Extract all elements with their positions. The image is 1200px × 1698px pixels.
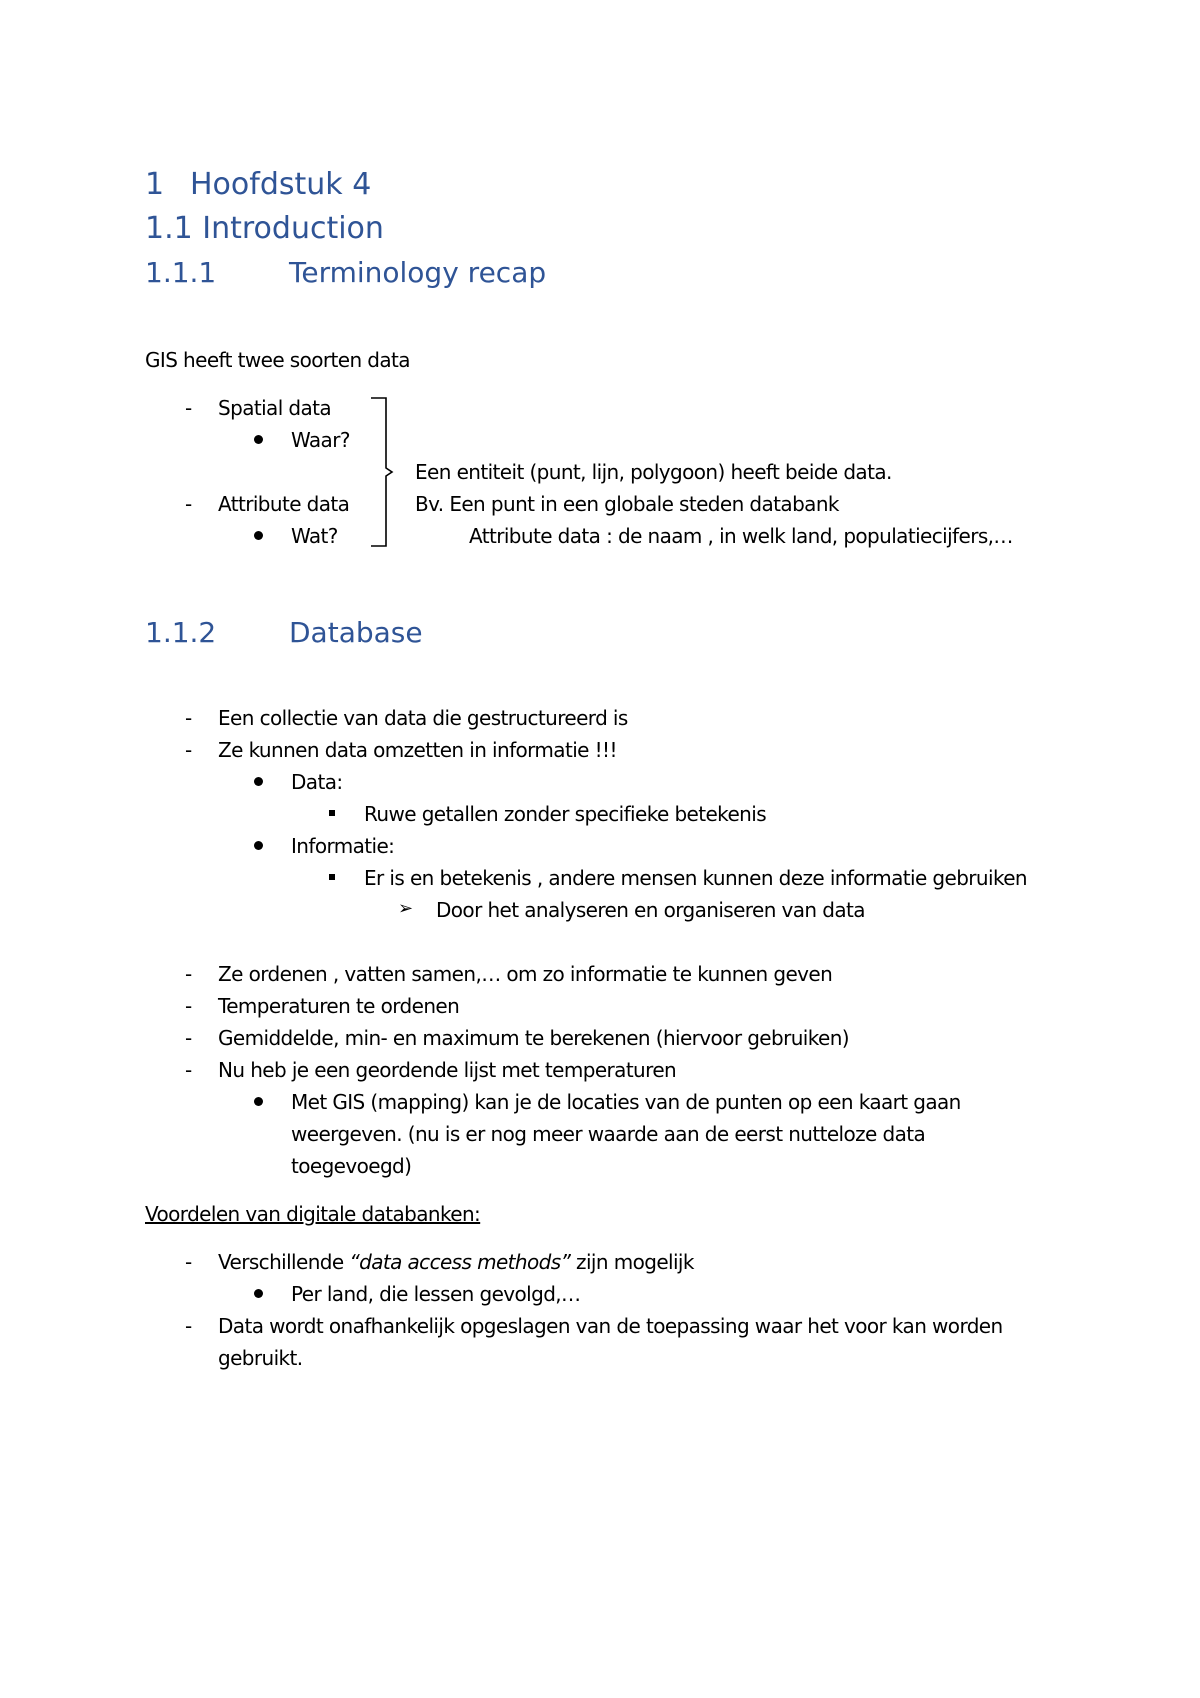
database-item: Nu heb je een geordende lijst met temperaturen: [218, 1058, 677, 1082]
advantage-item-2-line-2: gebruikt.: [218, 1346, 303, 1370]
heading-3a-title: Terminology recap: [289, 256, 547, 289]
right-brace-icon: [370, 396, 394, 548]
attribute-data-label: Attribute data: [218, 492, 350, 516]
data-description: Ruwe getallen zonder specifieke betekenis: [364, 802, 767, 826]
terminology-intro: GIS heeft twee soorten data: [145, 348, 410, 372]
heading-3b-title: Database: [289, 616, 423, 649]
heading-1-title: Hoofdstuk 4: [190, 167, 372, 202]
bullet-dot-icon: [254, 531, 263, 540]
advantage-item-1-post: zijn mogelijk: [570, 1250, 694, 1274]
heading-2-title: 1.1 Introduction: [145, 211, 384, 246]
database-item: Ze kunnen data omzetten in informatie !!!: [218, 738, 617, 762]
heading-3b-number: 1.1.2: [145, 616, 217, 649]
dash-marker: -: [185, 706, 193, 730]
note-attribute: Attribute data : de naam , in welk land, populatiecijfers,…: [469, 524, 1013, 548]
bullet-dot-icon: [254, 777, 263, 786]
gis-line: toegevoegd): [291, 1154, 412, 1178]
information-arrow-text: Door het analyseren en organiseren van data: [436, 898, 865, 922]
spatial-sub: Waar?: [291, 428, 350, 452]
advantage-item-2-line-1: Data wordt onafhankelijk opgeslagen van de toepassing waar het voor kan worden: [218, 1314, 1003, 1338]
note-example: Bv. Een punt in een globale steden databank: [415, 492, 839, 516]
database-item: Gemiddelde, min- en maximum te berekenen (hiervoor gebruiken): [218, 1026, 849, 1050]
information-label: Informatie:: [291, 834, 395, 858]
bullet-dot-icon: [254, 1289, 263, 1298]
spatial-data-label: Spatial data: [218, 396, 332, 420]
arrow-bullet-icon: ➢: [398, 898, 414, 919]
database-item: Een collectie van data die gestructureerd is: [218, 706, 628, 730]
gis-line: Met GIS (mapping) kan je de locaties van de punten op een kaart gaan: [291, 1090, 961, 1114]
heading-1-number: 1: [145, 167, 165, 202]
advantage-item-1-sub: Per land, die lessen gevolgd,…: [291, 1282, 581, 1306]
dash-marker: -: [185, 1058, 193, 1082]
database-item: Temperaturen te ordenen: [218, 994, 460, 1018]
advantage-item-1-pre: Verschillende: [218, 1250, 350, 1274]
bullet-square-icon: [329, 874, 335, 880]
bullet-dot-icon: [254, 1097, 263, 1106]
dash-marker: -: [185, 1250, 193, 1274]
advantage-item-1: [218, 1249, 694, 1275]
dash-marker: -: [185, 492, 193, 516]
dash-marker: -: [185, 962, 193, 986]
heading-3a-number: 1.1.1: [145, 256, 217, 289]
advantage-item-1-italic: “data access methods”: [349, 1250, 571, 1274]
dash-marker: -: [185, 738, 193, 762]
data-label: Data:: [291, 770, 343, 794]
dash-marker: -: [185, 1026, 193, 1050]
dash-marker: -: [185, 994, 193, 1018]
dash-marker: -: [185, 396, 193, 420]
advantages-title: Voordelen van digitale databanken:: [145, 1202, 481, 1226]
gis-line: weergeven. (nu is er nog meer waarde aan de eerst nutteloze data: [291, 1122, 926, 1146]
bullet-dot-icon: [254, 841, 263, 850]
dash-marker: -: [185, 1314, 193, 1338]
bullet-square-icon: [329, 810, 335, 816]
information-description: Er is en betekenis , andere mensen kunnen deze informatie gebruiken: [364, 866, 1028, 890]
attribute-sub: Wat?: [291, 524, 338, 548]
bullet-dot-icon: [254, 435, 263, 444]
note-entity: Een entiteit (punt, lijn, polygoon) heeft beide data.: [415, 460, 892, 484]
database-item: Ze ordenen , vatten samen,… om zo informatie te kunnen geven: [218, 962, 833, 986]
